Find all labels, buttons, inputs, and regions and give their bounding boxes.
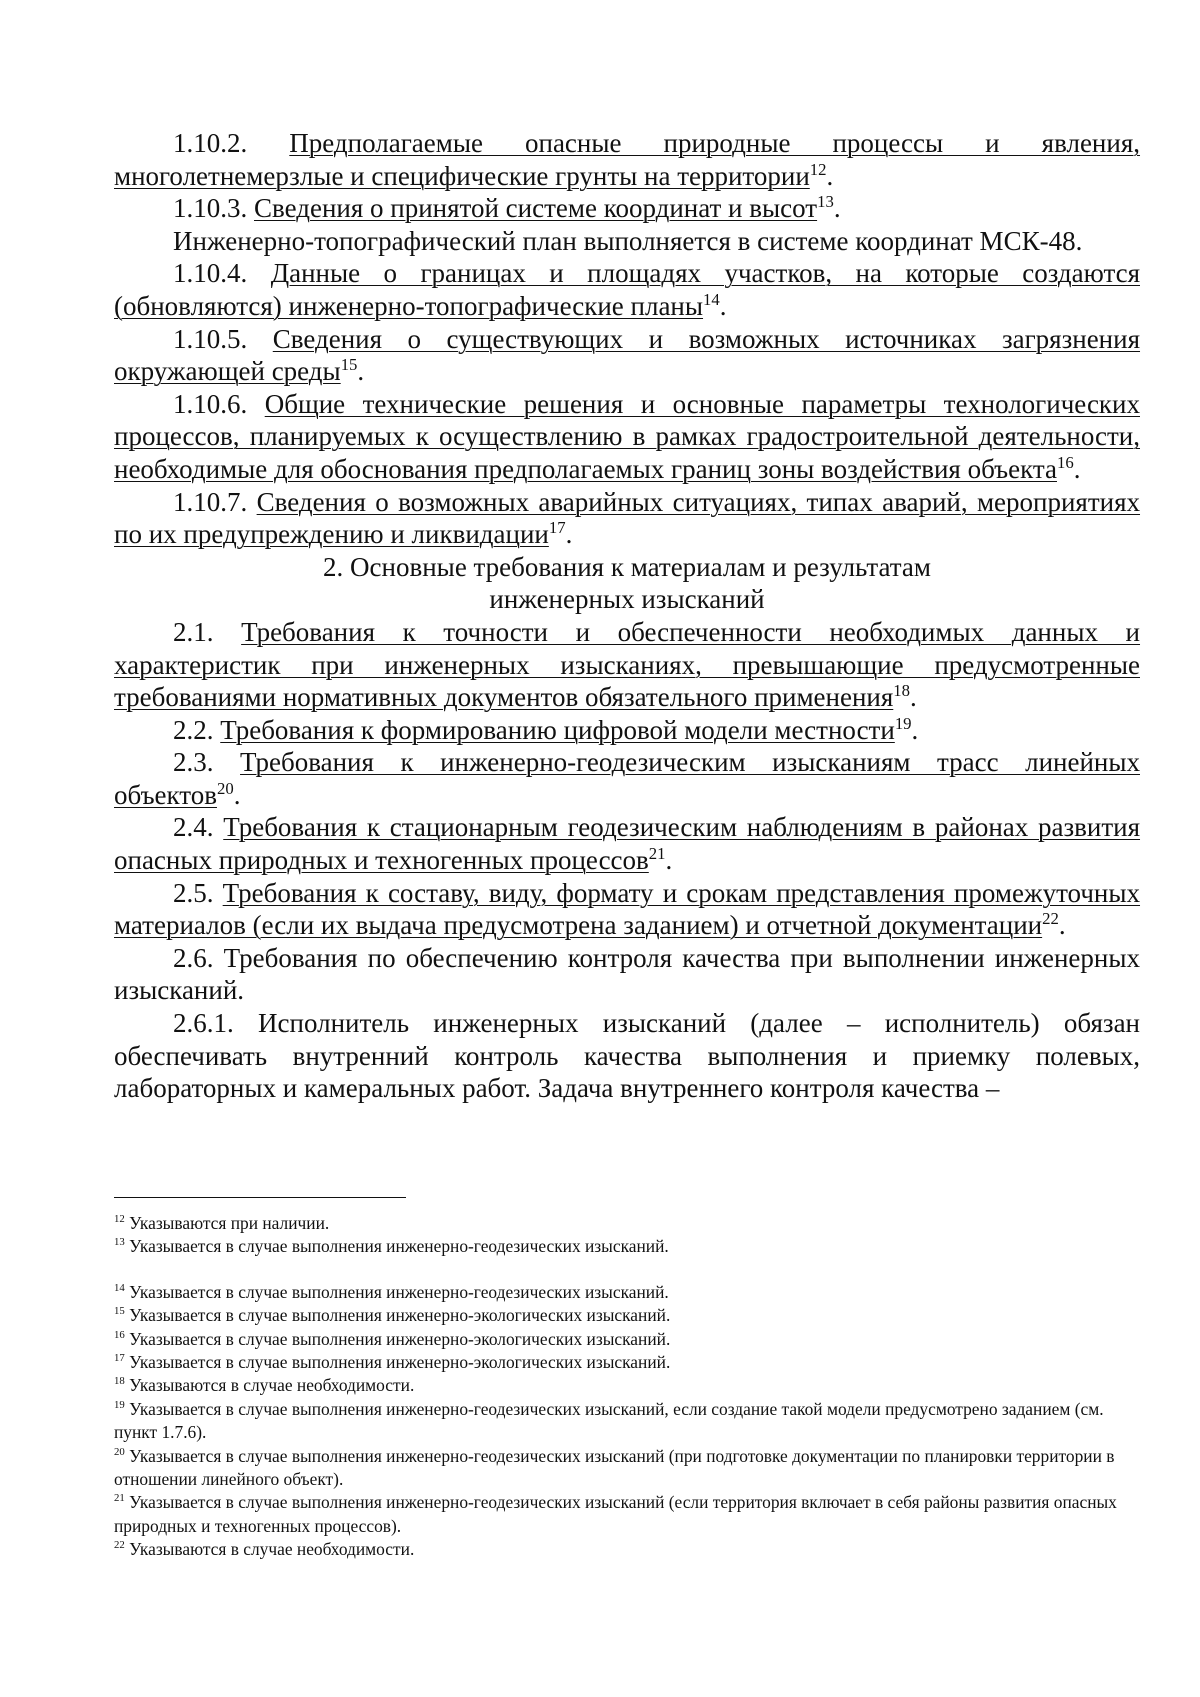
footnote-text: Указываются при наличии.	[129, 1213, 330, 1233]
paragraph-text: Общие технические решения и основные параметры технологических процессов, планируемых к осуществлению в рамках градостроительной деятельности, необходимые для обоснования предполагаемых границ зоны воздействия объекта	[114, 388, 1140, 484]
paragraph-2-4	[114, 811, 1140, 876]
footnote-number: 20	[114, 1445, 125, 1458]
footnote-text: Указывается в случае выполнения инженерно-экологических изысканий.	[129, 1328, 671, 1349]
paragraph-text: Требования к стационарным геодезическим наблюдениям в районах развития опасных природных и техногенных процессов	[114, 812, 1141, 876]
paragraph-number: 1.10.7.	[173, 486, 248, 517]
paragraph-2-5	[114, 877, 1140, 942]
footnote-text: Указываются в случае необходимости.	[129, 1539, 415, 1560]
footnote-number: 12	[114, 1213, 125, 1226]
paragraph-number: 1.10.6.	[173, 388, 248, 419]
paragraph-text: Сведения о возможных аварийных ситуациях, типах аварий, мероприятиях по их предупреждению и ликвидации	[114, 486, 1141, 550]
footnote-17	[114, 1351, 1140, 1374]
footnote-text: Указывается в случае выполнения инженерно-геодезических изысканий (если территория включает в себя районы развития опасных природных и техногенных процессов).	[114, 1492, 1117, 1536]
paragraph-text: Данные о границах и площадях участков, на которые создаются (обновляются) инженерно-топографические планы	[114, 258, 1140, 321]
footnote-number: 15	[114, 1305, 125, 1318]
paragraph-text: Инженерно-топографический план выполняется в системе координат МСК-48.	[173, 225, 1083, 256]
paragraph-1-10-4	[114, 257, 1140, 322]
paragraph-2-6	[114, 942, 1140, 1007]
footnote-number: 14	[114, 1282, 125, 1295]
paragraph-end: .	[719, 290, 727, 321]
section-heading-line1: 2. Основные требования к материалам и результатам	[323, 551, 931, 582]
footnote-ref[interactable]: 12	[809, 159, 827, 179]
paragraph-number: 1.10.4.	[173, 258, 248, 289]
footnote-19	[114, 1398, 1140, 1445]
paragraph-text: Сведения о принятой системе координат и высот	[254, 193, 818, 224]
paragraph-1-10-6	[114, 388, 1140, 486]
footnote-22	[114, 1538, 1140, 1561]
paragraph-text: Исполнитель инженерных изысканий (далее – исполнитель) обязан обеспечивать внутренний контроль качества выполнения и приемку полевых, лабораторных и камеральных работ. Задача внутреннего контроля качества –	[114, 1008, 1141, 1104]
paragraph-2-1	[114, 616, 1140, 714]
footnote-16	[114, 1328, 1140, 1351]
footnote-ref[interactable]: 18	[893, 681, 911, 701]
paragraph-2-2	[114, 714, 1140, 747]
paragraph-end: .	[826, 160, 834, 191]
footnote-13	[114, 1235, 1140, 1258]
paragraph-end: .	[565, 519, 573, 550]
section-heading	[114, 551, 1140, 616]
footnote-text: Указывается в случае выполнения инженерно-геодезических изысканий.	[129, 1236, 669, 1257]
footnote-text: Указывается в случае выполнения инженерно-геодезических изысканий, если создание такой модели предусмотрено заданием (см. пункт 1.7.6).	[114, 1398, 1104, 1443]
paragraph-number: 1.10.5.	[173, 323, 248, 354]
paragraph-end: .	[233, 779, 241, 810]
footnote-text: Указывается в случае выполнения инженерно-геодезических изысканий.	[129, 1281, 669, 1302]
footnote-number: 17	[114, 1352, 125, 1365]
footnote-ref[interactable]: 13	[817, 192, 834, 212]
paragraph-end: .	[910, 682, 917, 713]
footnote-number: 13	[114, 1236, 125, 1249]
section-heading-line2: инженерных изысканий	[489, 584, 765, 615]
footnote-12	[114, 1212, 1140, 1235]
footnote-ref[interactable]: 14	[703, 289, 720, 309]
paragraph-text: Требования к формированию цифровой модели местности	[220, 714, 895, 745]
paragraph-1-10-5	[114, 323, 1140, 388]
footnote-15	[114, 1304, 1140, 1327]
footnote-ref[interactable]: 22	[1042, 909, 1059, 929]
paragraph-end: .	[1073, 453, 1081, 484]
paragraph-number: 2.6.	[173, 942, 214, 973]
footnote-number: 22	[114, 1539, 125, 1552]
footnote-ref[interactable]: 15	[340, 355, 358, 375]
footnote-number: 16	[114, 1328, 125, 1341]
footnotes	[114, 1212, 1140, 1562]
footnote-ref[interactable]: 20	[216, 778, 234, 798]
footnote-text: Указывается в случае выполнения инженерно-геодезических изысканий (при подготовке документации по планировки территории в отношении линейного объект).	[114, 1445, 1115, 1490]
paragraph-coordinate-system	[114, 225, 1140, 258]
paragraph-number: 2.4.	[173, 812, 214, 843]
paragraph-number: 2.2.	[173, 714, 214, 745]
footnote-18	[114, 1374, 1140, 1397]
paragraph-text: Требования к составу, виду, формату и срокам представления промежуточных материалов (если их выдача предусмотрена заданием) и отчетной документации	[114, 877, 1141, 941]
paragraph-1-10-7	[114, 486, 1140, 551]
footnote-ref[interactable]: 16	[1056, 452, 1074, 472]
body-text	[114, 127, 1140, 1105]
paragraph-end: .	[911, 714, 919, 745]
footnote-21	[114, 1491, 1140, 1538]
paragraph-number: 2.5.	[173, 877, 214, 908]
paragraph-number: 1.10.2.	[173, 128, 248, 158]
footnote-ref[interactable]: 19	[894, 713, 912, 733]
footnote-ref[interactable]: 17	[548, 518, 566, 538]
paragraph-2-6-1	[114, 1007, 1140, 1105]
paragraph-text: Сведения о существующих и возможных источниках загрязнения окружающей среды	[114, 323, 1141, 387]
paragraph-text: Предполагаемые опасные природные процессы и явления, многолетнемерзлые и специфические грунты на территории	[114, 128, 1141, 191]
paragraph-1-10-3	[114, 192, 1140, 225]
paragraph-end: .	[665, 845, 673, 876]
paragraph-number: 1.10.3.	[173, 193, 248, 224]
footnote-text: Указывается в случае выполнения инженерно-экологических изысканий.	[129, 1352, 671, 1373]
paragraph-end: .	[357, 356, 365, 387]
paragraph-text: Требования к точности и обеспеченности необходимых данных и характеристик при инженерных изысканиях, превышающие предусмотренные требованиями нормативных документов обязательного применения	[114, 616, 1141, 713]
paragraph-number: 2.3.	[173, 747, 214, 778]
paragraph-text: Требования к инженерно-геодезическим изысканиям трасс линейных объектов	[114, 747, 1140, 810]
footnote-divider	[114, 1197, 406, 1198]
footnote-number: 18	[114, 1375, 125, 1388]
paragraph-1-10-2	[114, 127, 1140, 192]
footnote-14	[114, 1281, 1140, 1304]
footnote-number: 21	[114, 1492, 125, 1505]
paragraph-2-3	[114, 746, 1140, 811]
footnote-number: 19	[114, 1399, 125, 1412]
paragraph-end: .	[1058, 910, 1066, 941]
footnote-20	[114, 1445, 1140, 1492]
paragraph-number: 2.1.	[173, 616, 214, 647]
paragraph-text: Требования по обеспечению контроля качества при выполнении инженерных изысканий.	[114, 942, 1141, 1006]
footnote-text: Указывается в случае выполнения инженерно-экологических изысканий.	[129, 1305, 671, 1326]
paragraph-end: .	[833, 193, 841, 224]
paragraph-number: 2.6.1.	[173, 1008, 234, 1039]
footnote-text: Указываются в случае необходимости.	[129, 1375, 415, 1396]
footnote-ref[interactable]: 21	[648, 844, 666, 864]
